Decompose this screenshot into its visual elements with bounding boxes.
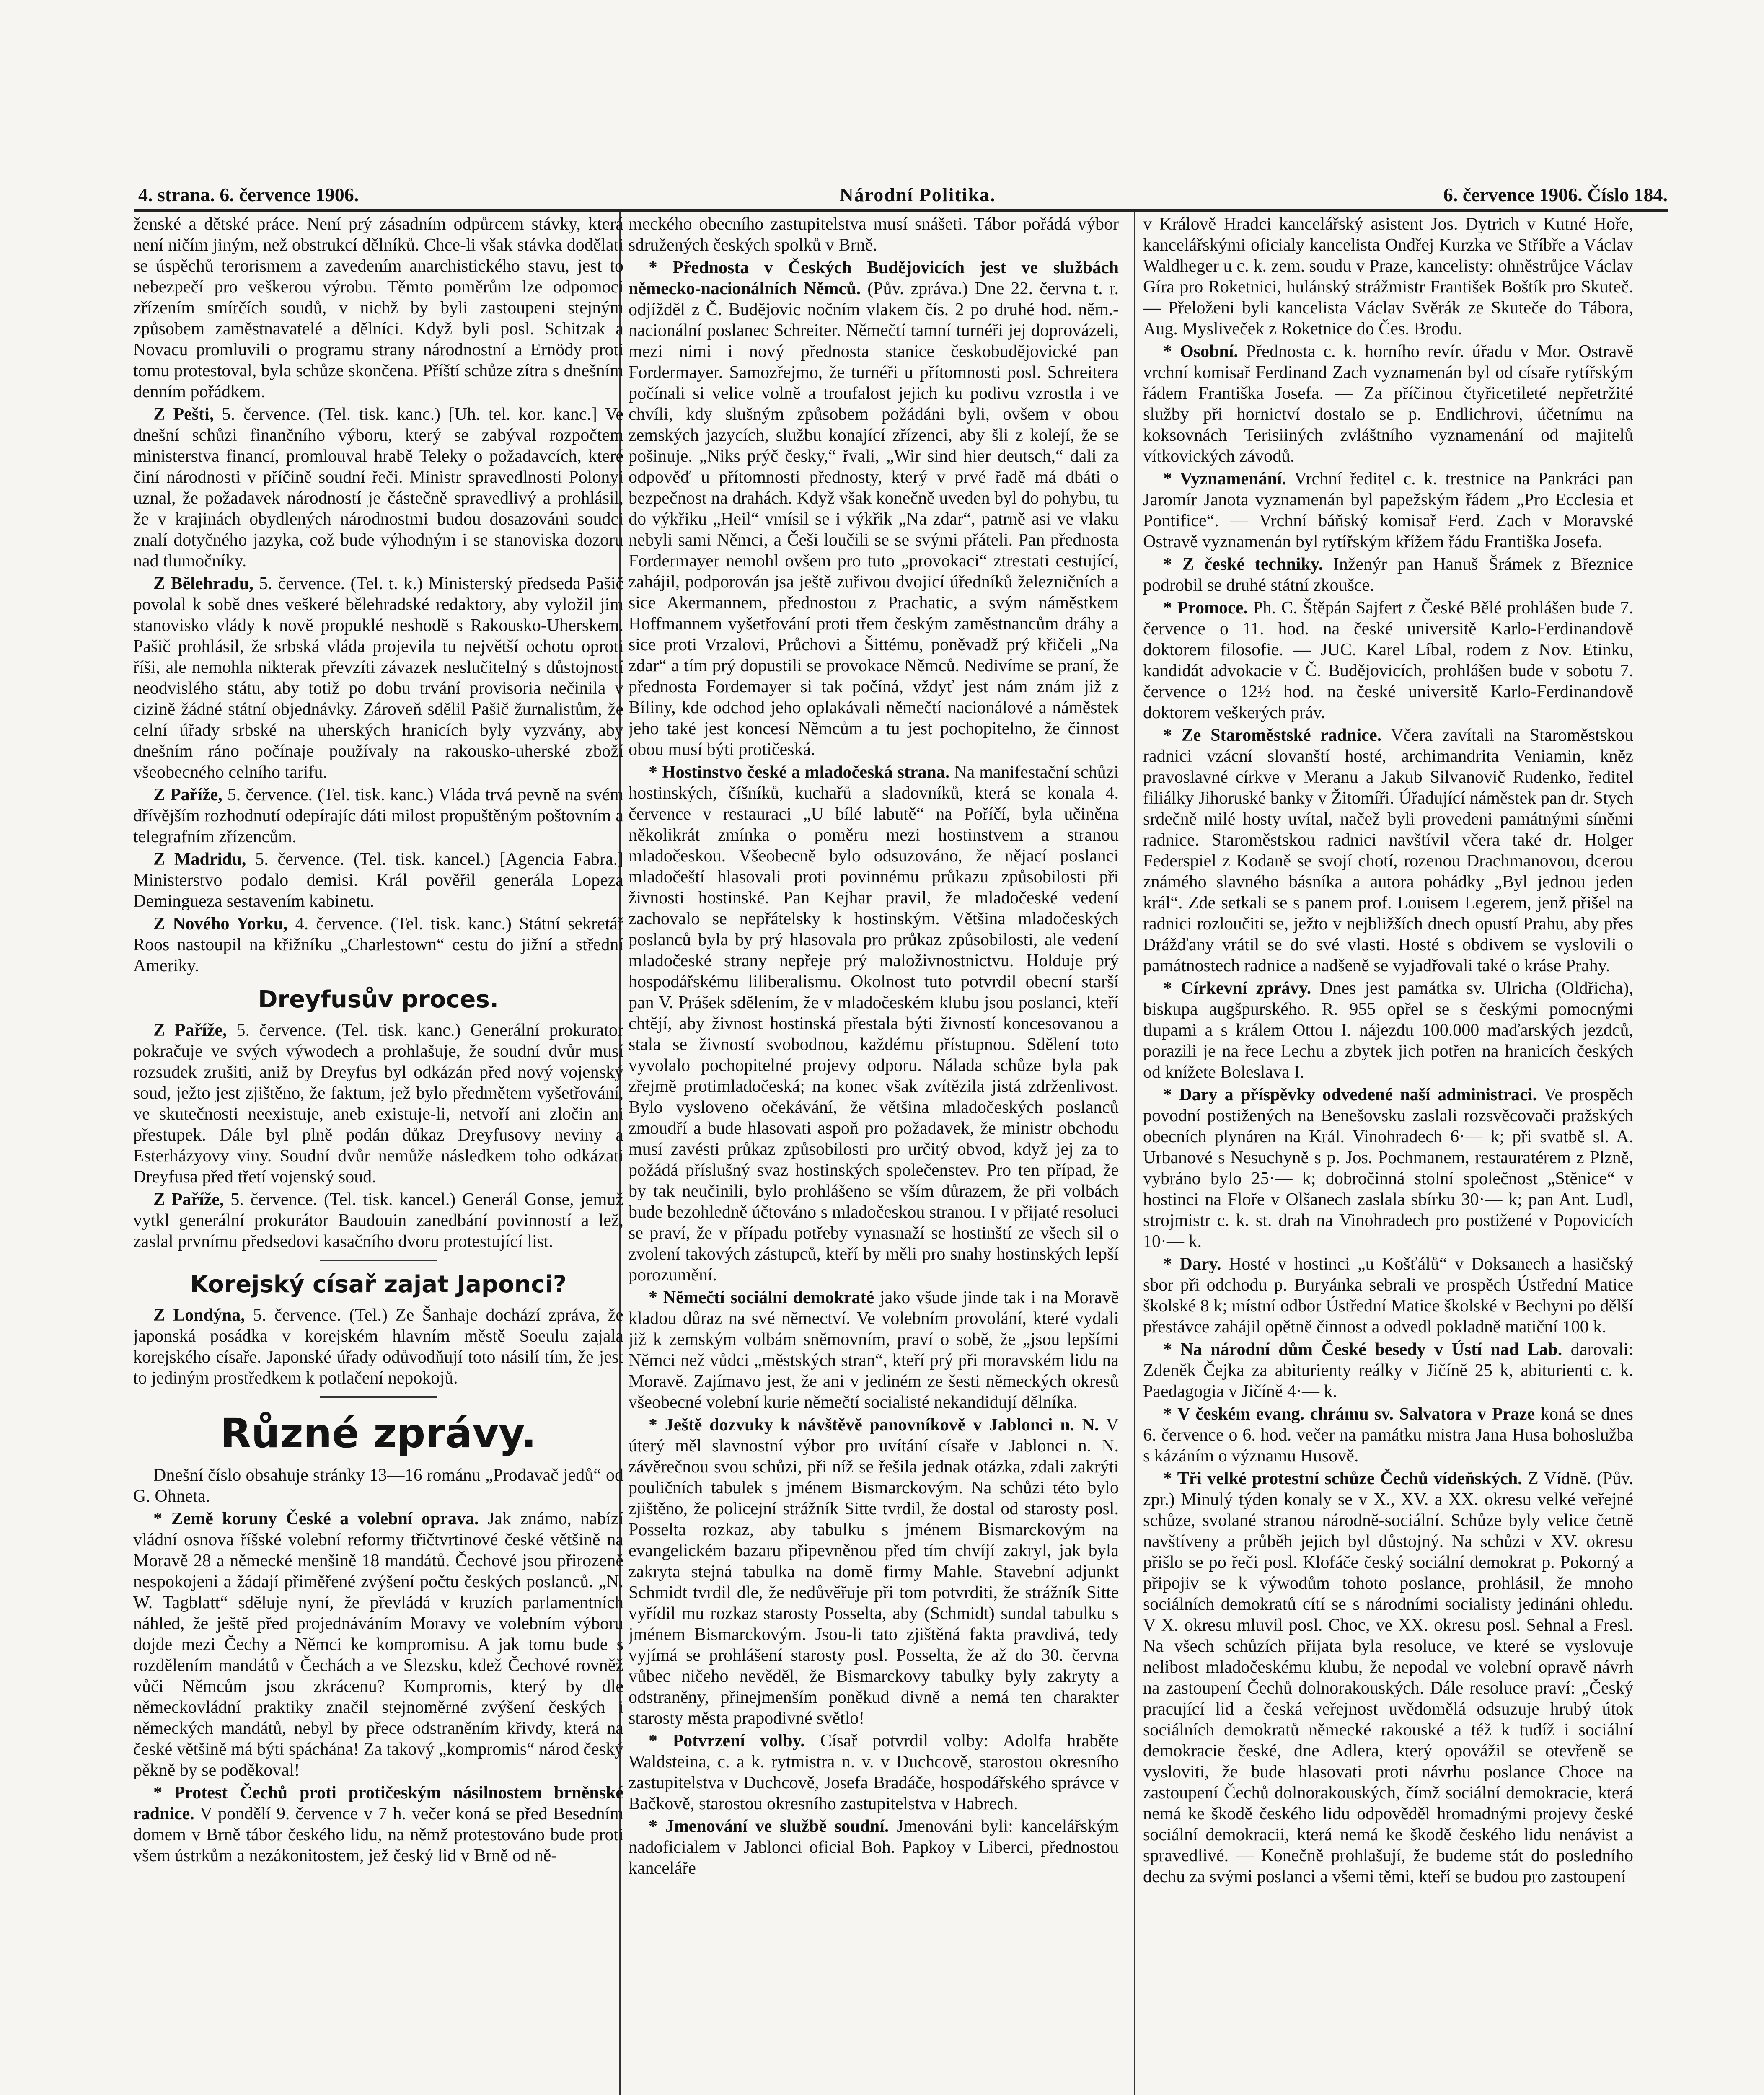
paragraph-text: V úterý měl slavnostní výbor pro uvítání císaře v Jablonci n. N. závěrečnou svou schůzi, při níž se řešila jednak otázka, zdali zakrýti pouličních tabulek s jménem Bismarckovým. Na schůzi této bylo zjištěno, že policejní strážník Sitte tvrdil, že dostal od starosty posl. Posselta rozkaz, aby tabulku s jménem Bismarckovým na evangelickém bazaru připevněnou před tím chvíjí zakryl, jak byla zakryta stejná tabulka na domě firmy Mahle. Stavební adjunkt Schmidt tvrdil dle, že nedůvěřuje při tom potvrditi, že strážník Sitte vyřídil mu rozkaz starosty Posselta, aby (Schmidt) sundal tabulku s jménem Bismarckovým. Jsou-li tato zjištěná fakta pravdivá, tedy vyjímá se prohlášení starosty posl. Posselta, že až do 30. června vůbec ničeho nevěděl, že Bismarckovy tabulky byly zakryty a odstraněny, přinejmenším poněkud divně a nemá ten charakter starosty města prapodivné světlo! (629, 1415, 1119, 1728)
item-heading: * Církevní zprávy. (1163, 979, 1311, 998)
paragraph: v Králově Hradci kancelářský asistent Jos. Dytrich v Kutné Hoře, kancelářskými oficialy kancelista Ondřej Kurzka ve Stříbře a Václav Waldheger u c. k. zem. soudu v Praze, kancelisty: ohněstrůjce Václav Gíra pro Roketnici, hulánský strážmistr František Boštík pro Skuteč. — Přeloženi byli kancelista Václav Svěrák ze Skuteče do Tábora, Aug. Mysliveček z Roketnice do Čes. Brodu. (1143, 215, 1633, 339)
paragraph (629, 1816, 1119, 1879)
paragraph (629, 762, 1119, 1285)
header-left: 4. strana. 6. července 1906. (138, 184, 359, 205)
paragraph (1143, 554, 1633, 596)
section-heading: Korejský císař zajat Japonci? (190, 1271, 567, 1298)
item-heading: * Dary a příspěvky odvedené naší administraci. (1163, 1085, 1537, 1104)
paragraph-text: Na manifestační schůzi hostinských, číšníků, kuchařů a sladovníků, která se konala 4. července v restauraci „U bílé labutě“ na Poříčí, byla učiněna několikrát zmínka o poměru mezi hostinstvem a stranou mladočeskou. Všeobecně bylo odsuzováno, že nějací poslanci mladočeští hlasovali proti povinnému průkazu způsobilosti při živnosti hostinské. Pan Kejhar pravil, že mladočeské vedení zachovalo se nepřátelsky k hostinským. Většina mladočeských poslanců byla by prý hlasovala pro průkaz způsobilosti, ale vedení mladočeské strany nepřeje prý maloživnostnictvu. Holduje prý hospodářskému liliberalismu. Okolnost tuto potvrdil obecní starší pan V. Prášek sdělením, že v mladočeském klubu jsou poslanci, kteří chtějí, aby živnost hostinská přestala býti živností koncesovanou a stala se živností svobodnou, každému přístupnou. Sdělení toto vyvolalo pochopitelné projevy odporu. Nálada schůze byla pak zřejmě protimladočeská; na konec však zvítězila jistá zdrženlivost. Bylo vysloveno očekávání, že většina mladočeských poslanců zmoudří a bude hlasovati aspoň pro požadavek, že ministr obchodu musí zavésti průkaz způsobilosti pro určitý obvod, když jej za to požádá příslušný svaz hostinských společenstev. Pro ten případ, že by tak neučinili, bylo prohlášeno se vším důrazem, že při volbách bude bezohledně účtováno s mladočeskou stranou. I v přijaté resoluci se praví, že v případu potřeby vynasnaží se hostinští ze všech sil o zvolení takových zástupců, kteří by měli pro snahy hostinských lepší porozumění. (629, 763, 1119, 1285)
dateline: Z Bělehradu, (153, 574, 253, 593)
item-heading: * Němečtí sociální demokraté (649, 1288, 874, 1307)
paragraph-text: 5. července. (Tel. tisk. kanc.) Generální prokurator pokračuje ve svých výwodech a prohlašuje, že soudní dvůr musí rozsudek zrušiti, aniž by Dreyfus byl odkázán před nový vojenský soud, ježto jest zjištěno, že faktum, jež bylo předmětem vyšetřování, ve skutečnosti neexistuje, aneb existuje-li, netvoří ani zločin ani přestupek. Dále byl plně podán důkaz Dreyfusovy neviny a Esterházyovy viny. Soudní dvůr nemůže následkem toho odkázati Dreyfusa před třetí vojenský soud. (133, 1021, 623, 1187)
item-heading: * Na národní dům České besedy v Ústí nad Lab. (1163, 1340, 1562, 1359)
item-heading: * Ze Staroměstské radnice. (1163, 726, 1382, 745)
paragraph (1143, 341, 1633, 467)
paragraph (133, 404, 623, 572)
paragraph-text: Dnes jest památka sv. Ulricha (Oldřicha), biskupa augšpurského. R. 955 opřel se s českými pomocnými tlupami a s králem Ottou I. nájezdu 100.000 maďarských jezdců, porazili je na řece Lechu a zbytek jich potřen na hranicích českých od knížete Boleslava I. (1143, 979, 1633, 1082)
dateline: Z Pešti, (153, 405, 214, 424)
paragraph-text: 5. července. (Tel. tisk. kancel.) Generál Gonse, jemuž vytkl generální prokurátor Baudouin zanedbání povinností a lež, zaslal prvnímu předsedovi kasačního dvoru protestující list. (133, 1190, 623, 1251)
item-heading: * Vyznamenání. (1163, 469, 1286, 489)
paragraph-text: Jak známo, nabízí vládní osnova říšské volební reformy třičtvrtinové české většině na Moravě 28 a německé menšině 18 mandátů. Čechové jsou přirozeně nespokojeni a žádají přiměřené zvýšení počtu českých poslanců. „N. W. Tagblatt“ sděluje nyní, že převládá v kruzích parlamentních náhled, že ještě před projednáváním Moravy ve volebním výboru dojde mezi Čechy a Němci ke kompromisu. A jak tomu bude s rozdělením mandátů v Čechách a ve Slezsku, kdež Čechové rovněž vůči Němcům jsou zkrácenu? Kompromis, který by dle německovládní praktiky značil stejnoměrné zvýšení českých i německých mandátů, nebyl by přece odstraněním křivdy, která na české většině má býti spáchána! Za takový „kompromis“ národ český pěkně by se poděkoval! (133, 1509, 623, 1780)
paragraph (1143, 978, 1633, 1083)
paragraph-text: Z Vídně. (Pův. zpr.) Minulý týden konaly se v X., XV. a XX. okresu velké veřejné schůze, svolané stranou národně-sociální. Schůze byly velice četně navštíveny a průběh jejich byl důstojný. Na schůzi v XV. okresu přišlo se po řeči posl. Klofáče český sociální demokrat p. Pokorný a připojiv se k výwodům tohoto poslance, prohlásil, že mnoho sociálních demokratů cítí se s národními socialisty jedináni ohledu. V X. okresu mluvil posl. Choc, ve XX. okresu posl. Sehnal a Fresl. Na všech schůzích přijata byla resoluce, ve které se vyslovuje nelibost mladočeskému klubu, že nepodal ve volební opravě návrh na zastoupení Čechů dolnorakouských. Dále resoluce praví: „Český pracující lid a česká veřejnost uvědomělá odsuzuje hrubý útok sociálních demokratů německé rakouské a též k tudíž i sociální demokracie české, dne Adlera, který opovážil se otevřeně se vysloviti, že bude hlasovati proti návrhu poslance Choce na zastoupení Čechů dolnorakouských, čímž sociální demokracie, která nemá ke škodě českého lidu odpověděl hromadnými projevy české sociální demokracii, která nemá ke škodě českého lidu nenávist a spravedlivé. — Konečně prohlašují, že budeme stát do posledního dechu za svými poslanci a všemi těmi, kteří se budou pro zastoupení (1143, 1469, 1633, 1886)
paragraph-text: Inženýr pan Hanuš Šrámek z Březnice podrobil se druhé státní zkoušce. (1143, 555, 1633, 595)
paragraph (1143, 1404, 1633, 1466)
paragraph (133, 913, 623, 976)
paragraph-text: koná se dnes 6. července o 6. hod. večer na památku mistra Jana Husa bohoslužba s kázáním o významu Husově. (1143, 1404, 1633, 1466)
divider (320, 1396, 437, 1398)
paragraph (629, 1415, 1119, 1729)
paragraph (133, 1189, 623, 1252)
section-heading: Dreyfusův proces. (258, 986, 499, 1013)
paragraph (629, 257, 1119, 760)
paragraph-text: 5. července. (Tel. tisk. kanc.) [Uh. tel. kor. kanc.] Ve dnešní schůzi finančního výboru, který se zabýval rozpočtem ministerstva financí, promlouval hrabě Teleky o požadavcích, které činí národnosti v příčině soudní řeči. Ministr spravedlnosti Polonyi uznal, že požadavek národností je částečně spravedlivý a prohlásil, že v krajinách obydlených národnostmi budou dosazováni soudci znalí dotyčného jazyka, což bude výhodným i se stanoviska dozoru nad tlumočníky. (133, 405, 623, 571)
paragraph-text: jako všude jinde tak i na Moravě kladou důraz na své němectví. Ve volebním provolání, které vydali již k zemským volbám sněmovním, praví o sobě, že „jsou lepšími Němci než vůdci „městských stran“, kteří prý při moravském lidu na Moravě. Zajímavo jest, že ani v jediném ze šesti německých okresů všeobecné volební kurie němečtí socialisté nekandidují dělníka. (629, 1288, 1119, 1412)
paragraph-text: Hosté v hostinci „u Košťálů“ v Doksanech a hasičský sbor při odchodu p. Buryánka sebrali ve prospěch Ústřední Matice školské 8 k; místní odbor Ústřední Matice školské v Bechyni po dělší přestávce zahájil opětně činnost a odvedl pokladně matiční 100 k. (1143, 1254, 1633, 1337)
paragraph-text: darovali: Zdeněk Čejka za abiturienty reálky v Jičíně 25 k, abiturienti c. k. Paedagogia v Jičíně 4·— k. (1143, 1340, 1633, 1401)
column-3 (1143, 214, 1633, 2095)
dateline: Z Madridu, (153, 850, 246, 869)
paragraph (133, 1305, 623, 1389)
paragraph (629, 1287, 1119, 1413)
paragraph-text: 5. července. (Tel. tisk. kancel.) [Agencia Fabra.] Ministerstvo podalo demisi. Král pověřil generála Lopeza Demingueza sestavením kabinetu. (133, 850, 623, 911)
item-heading: * Tři velké protestní schůze Čechů vídeňských. (1163, 1469, 1522, 1488)
paragraph-text: Jmenováni byli: kancelářským nadoficialem v Jablonci oficial Boh. Papkoy v Liberci, přednostou kanceláře (629, 1817, 1119, 1878)
item-heading: * Země koruny České a volební oprava. (153, 1509, 479, 1529)
paragraph (1143, 725, 1633, 976)
header-rule (134, 210, 1668, 212)
dateline: Z Paříže, (153, 785, 222, 804)
paragraph: ženské a dětské práce. Není prý zásadním odpůrcem stávky, která není ničím jiným, než obstrukcí dělníků. Chce-li však stávka dodělati se úspěchů terorismem a zavedením anarchistického stavu, jest to nebezpečí pro veškerou výrobu. Těmto poměrům lze odpomoci zřízením smírčích soudů, v nichž by byli zastoupeni stejným způsobem zaměstnavatelé a dělníci. Když byli posl. Schitzak a Novacu promluvili o programu strany národnostní a Ernödy proti tomu protestoval, byla schůze skončena. Příští schůze zítra s dnešním denním pořádkem. (133, 215, 623, 401)
item-heading: * Z české techniky. (1163, 555, 1323, 574)
paragraph (133, 1508, 623, 1781)
paragraph: Dnešní číslo obsahuje stránky 13—16 románu „Prodavač jedů“ od G. Ohneta. (133, 1466, 623, 1506)
item-heading: * V českém evang. chrámu sv. Salvatora v Praze (1163, 1404, 1535, 1424)
masthead-title: Národní Politika. (839, 184, 996, 205)
dateline: Z Londýna, (153, 1306, 245, 1325)
paragraph: meckého obecního zastupitelstva musí snášeti. Tábor pořádá výbor sdružených českých spolků v Brně. (629, 215, 1119, 255)
paragraph-text: Císař potvrdil volby: Adolfa hraběte Waldsteina, c. a k. rytmistra n. v. v Duchcově, starostou okresního zastupitelstva v Duchcově, Josefa Bradáče, hospodářského správce v Bačkově, starostou okresního zastupitelstva v Habrech. (629, 1731, 1119, 1813)
paragraph-text: 4. července. (Tel. tisk. kanc.) Státní sekretář Roos nastoupil na křižníku „Charlestown“ cestu do jižní a střední Ameriky. (133, 914, 623, 975)
divider (320, 1260, 437, 1261)
item-heading: * Osobní. (1163, 342, 1238, 361)
item-heading: * Protest Čechů proti protičeským násilnostem brněnské radnice. (133, 1783, 623, 1823)
paragraph (1143, 1084, 1633, 1252)
item-heading: * Ještě dozvuky k návštěvě panovníkově v Jablonci n. N. (649, 1415, 1099, 1435)
item-heading: * Jmenování ve službě soudní. (649, 1817, 889, 1836)
item-heading: * Promoce. (1163, 598, 1248, 618)
page-header (138, 184, 1668, 209)
paragraph-text: V pondělí 9. července v 7 h. večer koná se před Besedním domem v Brně tábor českého lidu, na němž protestováno bude proti všem ústrkům a nezákonitostem, jež český lid v Brně od ně- (133, 1804, 623, 1865)
paragraph (1143, 1468, 1633, 1887)
column-1 (133, 214, 623, 2095)
dateline: Z Paříže, (153, 1021, 227, 1040)
paragraph-text: Včera zavítali na Staroměstskou radnici vzácní slovanští hosté, archimandrita Veniamin, kněz pravoslavné církve v Meranu a Jakub Silvanovič Rudenko, ředitel filiálky Jihoruské banky v Žitomíři. Úřadující náměstek pan dr. Stych srdečně milé hosty uvítal, načež byli provedeni památnými síněmi radnice. Staroměstskou radnici navštívil včera také dr. Holger Federspiel z Kodaně se svojí chotí, rozenou Drachmanovou, dcerou známého slavného básníka a autora pohádky „Byl jednou jeden král“. Zde setkali se s panem prof. Louisem Legerem, jenž přišel na radnici rozloučiti se, ježto v nejbližších dnech opustí Prahu, aby přes Drážďany vrátil se do své vlasti. Hosté s obdivem se vyslovili o památnostech radnice a nadšeně se vyjadřovali také o kráse Prahy. (1143, 726, 1633, 975)
paragraph (133, 1020, 623, 1187)
item-heading: * Hostinstvo české a mladočeská strana. (649, 763, 950, 782)
paragraph (133, 1782, 623, 1866)
paragraph-text: Přednosta c. k. horního revír. úřadu v Mor. Ostravě vrchní komisař Ferdinand Zach vyznamenán byl od císaře rytířským řádem Františka Josefa. — Za příčinou čtyřicetileté nepřetržité služby při hornictví dostalo se p. Endlichrovi, účetnímu na koksovnách Terisiiných zvláštního vyznamenání od majitelů vítkovických závodů. (1143, 342, 1633, 466)
paragraph (133, 573, 623, 783)
header-right: 6. července 1906. Číslo 184. (1443, 184, 1668, 205)
item-heading: * Potvrzení volby. (649, 1731, 805, 1751)
dateline: Z Paříže, (153, 1190, 224, 1209)
item-heading: * Dary. (1163, 1254, 1221, 1274)
paragraph-text: Ph. C. Štěpán Sajfert z České Bělé prohlášen bude 7. července o 11. hod. na české universitě Karlo-Ferdinandově doktorem filosofie. — JUC. Karel Líbal, rodem z Nov. Etinku, kandidát advokacie v Č. Budějovicích, prohlášen bude v sobotu 7. července o 12½ hod. na české universitě Karlo-Ferdinandově doktorem veškerých práv. (1143, 598, 1633, 722)
column-2 (629, 214, 1119, 2095)
paragraph (133, 784, 623, 847)
paragraph (133, 849, 623, 912)
paragraph (1143, 1339, 1633, 1402)
section-title: Různé zprávy. (220, 1410, 537, 1457)
paragraph-text: Vrchní ředitel c. k. trestnice na Pankráci pan Jaromír Janota vyznamenán byl papežským řádem „Pro Ecclesia et Pontifice“. — Vrchní báňský komisař Ferd. Zach v Moravské Ostravě vyznamenán byl rytířským křížem řádu Františka Josefa. (1143, 469, 1633, 551)
dateline: Z Nového Yorku, (153, 914, 288, 934)
paragraph-text: (Pův. zpráva.) Dne 22. června t. r. odjížděl z Č. Budějovic nočním vlakem čís. 2 po druhé hod. něm.-nacionální poslanec Schreiter. Němečtí tamní turnéři jej doprovázeli, mezi nimi i nový přednosta stanice českobudějovické pan Fordermayer. Samozřejmo, že turnéři u přítomnosti posl. Schreitera počínali si velice volně a troufalost jejich ku podivu vzrostla i ve chvíli, kdy slušným způsobem požádáni byli, ovšem v obou zemských jazycích, službu konající zřízenci, aby šli z kolejí, že se pošinuje. „Niks prýč česky,“ řvali, „Wir sind hier deutsch,“ dali za odpověď u přítomnosti přednosty, který v prvé řadě má dbáti o bezpečnost na drahách. Když však konečně uveden byl do pohybu, tu do výkřiku „Heil“ vmísil se i výkřik „Na zdar“, patrně asi ve vlaku nebyli sami Němci, a Češi loučili se se svými přáteli. Pan přednosta Fordermayer nemohl ovšem pro tuto „provokaci“ ztrestati cestující, zahájil, podporován jsa ještě zuřivou dvojicí úředníků železničních a sice Akermannem, přednostou z Prachatic, a svým náměstkem Hoffmannem vyšetřování proti třem českým zaměstnancům dráhy a sice proti Vrzalovi, Průchovi a Šittému, poněvadž prý křičeli „Na zdar“ a tím prý dopustili se provokace Němců. Nedivíme se praní, že přednosta Fordemayer si tak počíná, vždyť jest nám znám již z Bíliny, kde odchod jeho oplakávali němečtí nacionálové a náměstek jeho také jest koncesí Němcům a tu jest pochopitelno, že činnost obou musí býti protičeská. (629, 279, 1119, 759)
item-heading: * Přednosta v Českých Budějovicích jest ve službách německo-nacionálních Němců. (629, 258, 1119, 298)
paragraph-text: 5. července. (Tel. tisk. kanc.) Vláda trvá pevně na svém dřívějším rozhodnutí odepírajíc dáti milost propuštěným poštovním a telegrafním zřízencům. (133, 785, 623, 846)
paragraph (1143, 1254, 1633, 1337)
paragraph-text: Ve prospěch povodní postižených na Benešovsku zaslali rozsvěcovači pražských obecních plynáren na Král. Vinohradech 6·— k; při svatbě sl. A. Urbanové s Nesuchyně s p. Jos. Pochmanem, restauratérem z Plzně, vybráno bylo 25·— k; dobročinná stolní společnost „Stěnice“ v hostinci na Floře v Olšanech zaslala sbírku 30·— k; pan Ant. Ludl, strojmistr c. k. st. drah na Vinohradech pro postižené v Popovicích 10·— k. (1143, 1085, 1633, 1251)
column-separator (1134, 212, 1135, 2095)
paragraph-text: 5. července. (Tel. t. k.) Ministerský předseda Pašič povolal k sobě dnes veškeré bělehradské redaktory, aby vyložil jim stanovisko vlády k nově propuklé neshodě s Rakousko-Uherskem. Pašič prohlásil, že srbská vláda projevila tu největší ochotu oproti říši, ale nemohla nikterak převzíti závazek neslučitelný s důstojností neodvislého státu, aby totiž po dobu trvání provisoria nečinila v cizině žádné státní objednávky. Zároveň sdělil Pašič žurnalistům, že celní úřady srbské na uherských hranicích byly vyzvány, aby dnešním ráno počínaje používaly na rakousko-uherské zboží všeobecného celního tarifu. (133, 574, 623, 782)
paragraph (1143, 468, 1633, 552)
paragraph (1143, 597, 1633, 723)
paragraph (629, 1730, 1119, 1814)
paragraph-text: 5. července. (Tel.) Ze Šanhaje dochází zpráva, že japonská posádka v korejském hlavním městě Soeulu zajala korejského císaře. Japonské úřady odůvodňují toto násilí tím, že jest to jediným prostředkem k potlačení nepokojů. (133, 1306, 623, 1388)
